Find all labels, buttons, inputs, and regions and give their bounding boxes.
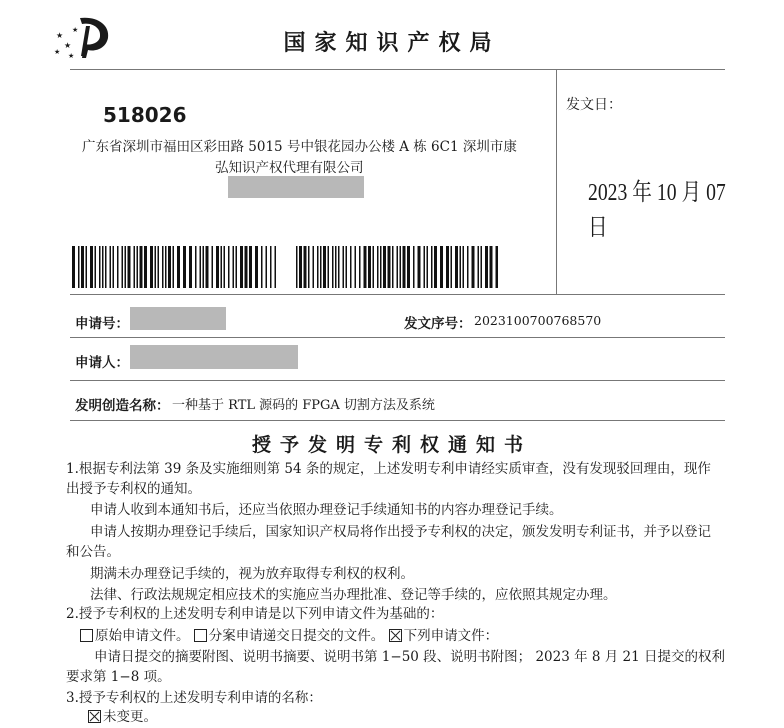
barcode-bar [407,246,410,288]
barcode-bar [144,246,147,288]
barcode-bar [313,246,315,288]
barcode-bar [110,246,112,288]
barcode-bar [418,246,421,288]
paragraph: 申请人收到本通知书后，还应当依照办理登记手续通知书的内容办理登记手续。 [90,502,563,518]
barcode-bar [397,246,399,288]
barcode-bar [496,246,499,288]
barcode-bar [467,246,469,288]
barcode-bar [134,246,136,288]
invention-name-value: 一种基于 RTL 源码的 FPGA 切割方法及系统 [172,398,435,413]
svg-text:★: ★ [68,52,75,60]
barcode-bar [368,246,371,288]
barcode-bar [125,246,127,288]
barcode-bar [105,246,107,288]
paragraph: 期满未办理登记手续的，视为放弃取得专利权的权利。 [90,566,414,582]
barcode-bar [275,246,277,288]
barcode-bar [317,246,319,288]
redacted-application-no [130,307,226,330]
barcode-bar [304,246,307,288]
title-change-option [88,707,157,727]
barcode-bar [270,246,272,288]
barcode-bar [332,246,334,288]
address-line-1: 广东省深圳市福田区彩田路 5015 号中银花园办公楼 A 栋 6C1 深圳市康 [82,139,517,155]
divider [70,294,725,295]
divider [70,337,725,338]
org-title: 国家知识产权局 [283,31,501,56]
barcode-bar [346,246,348,288]
barcode-bar [117,246,119,288]
paragraph: 法律、行政法规规定相应技术的实施应当办理批准、登记等手续的，应依照其规定办理。 [90,587,617,603]
barcode-bar [460,246,462,288]
applicant-label: 申请人： [75,355,129,371]
paragraph: 要求第 1−8 项。 [66,669,171,685]
barcode-bar [400,246,402,288]
checkbox-original[interactable] [80,629,93,642]
send-date-value: 2023 年 10 月 07 日 [588,180,726,241]
barcode-bar [99,246,101,288]
barcode-bar [490,246,493,288]
barcode-bar [140,246,143,288]
barcode-bar [240,246,243,288]
send-date-label: 发文日： [566,97,622,113]
barcode-bar [383,246,386,288]
vertical-divider [556,70,557,294]
barcode-bar [424,246,426,288]
paragraph: 申请人按期办理登记手续后，国家知识产权局将作出授予专利权的决定，颁发发明专利证书，并予以登记 [90,524,711,540]
barcode-bar [427,246,429,288]
barcode-bar [158,246,160,288]
serial-no-label: 发文序号： [404,316,472,332]
barcode-bar [308,246,310,288]
barcode-bar [320,246,322,288]
barcode-bar [455,246,458,288]
barcode-bar [388,246,391,288]
svg-text:★: ★ [64,41,72,50]
barcode-bar [335,246,337,288]
application-no-label: 申请号： [75,316,129,332]
paragraph: 1.根据专利法第 39 条及实施细则第 54 条的规定，上述发明专利申请经实质审查，没有发现驳回理由，现作 [66,461,711,477]
barcode-bar [224,246,226,288]
barcode-bar [299,246,302,288]
barcode-bar [233,246,235,288]
barcode-bar [472,246,475,288]
section-3-heading: 3.授予专利权的上述发明专利申请的名称： [66,690,322,706]
checkbox-unchanged-checked[interactable] [88,710,101,723]
option-unchanged-label: 未变更。 [103,709,157,725]
barcode-bar [177,246,180,288]
barcode-bar [373,246,375,288]
barcode-bar [72,246,75,288]
barcode-bar [266,246,268,288]
barcode-bar [446,246,449,288]
barcode-left [72,246,278,288]
divider [70,380,725,381]
barcode-bar [189,246,192,288]
barcode-bar [155,246,157,288]
barcode-bar [355,246,357,288]
paragraph: 申请日提交的摘要附图、说明书摘要、说明书第 1−50 段、说明书附图； 2023 年 8 月 21 日提交的权利 [94,649,726,665]
svg-text:★: ★ [72,26,79,34]
checkbox-following-checked[interactable] [389,629,402,642]
invention-name-label: 发明创造名称： [75,398,170,414]
barcode-bar [113,246,115,288]
barcode-bar [364,246,367,288]
barcode-bar [338,246,340,288]
divider [70,420,725,421]
option-original-label: 原始申请文件。 [95,628,190,644]
document-basis-options [80,626,498,646]
barcode-bar [168,246,171,288]
barcode-right [296,246,498,288]
barcode-bar [95,246,97,288]
paragraph: 和公告。 [66,544,120,560]
barcode-bar [212,246,214,288]
barcode-bar [78,246,80,288]
barcode-bar [183,246,186,288]
option-divisional-label: 分案申请递交日提交的文件。 [208,628,385,644]
option-following-label: 下列申请文件： [403,628,499,644]
barcode-bar [236,246,238,288]
barcode-bar [434,246,437,288]
barcode-bar [463,246,465,288]
barcode-bar [245,246,248,288]
barcode-bar [413,246,415,288]
barcode-bar [343,246,345,288]
barcode-bar [86,246,88,288]
barcode-bar [173,246,175,288]
barcode-bar [128,246,131,288]
barcode-bar [377,246,379,288]
barcode-bar [221,246,223,288]
barcode-bar [478,246,480,288]
barcode-bar [255,246,258,288]
svg-text:★: ★ [54,48,61,56]
barcode-bar [195,246,197,288]
redacted-recipient [228,176,364,198]
barcode-bar [200,246,202,288]
barcode-bar [216,246,219,288]
barcode-bar [350,246,352,288]
barcode-bar [451,246,453,288]
paragraph: 出授予专利权的通知。 [66,481,201,497]
svg-text:★: ★ [56,31,64,40]
barcode-bar [392,246,394,288]
divider [70,69,725,70]
barcode-bar [206,246,209,288]
barcode-bar [261,246,263,288]
barcode-bar [328,246,330,288]
barcode-bar [81,246,84,288]
barcode-bar [485,246,488,288]
checkbox-divisional[interactable] [194,629,207,642]
barcode-bar [431,246,433,288]
barcode-bar [440,246,443,288]
barcode-bar [249,246,252,288]
barcode-bar [296,246,298,288]
section-2-heading: 2.授予专利权的上述发明专利申请是以下列申请文件为基础的： [66,606,444,622]
barcode-bar [150,246,153,288]
barcode-bar [102,246,104,288]
barcode-bar [481,246,483,288]
serial-no-value: 2023100700768570 [474,313,602,328]
barcode-bar [137,246,139,288]
redacted-applicant [130,345,298,369]
barcode-bar [165,246,167,288]
barcode-bar [203,246,205,288]
barcode-bar [228,246,230,288]
address-line-2: 弘知识产权代理有限公司 [215,160,364,176]
notice-title: 授予发明专利权通知书 [251,434,532,456]
barcode-bar [380,246,382,288]
barcode-bar [122,246,124,288]
barcode-bar [162,246,164,288]
barcode-bar [323,246,326,288]
postcode: 518026 [103,103,187,127]
barcode-bar [403,246,406,288]
barcode-bar [90,246,93,288]
barcode-bar [359,246,361,288]
